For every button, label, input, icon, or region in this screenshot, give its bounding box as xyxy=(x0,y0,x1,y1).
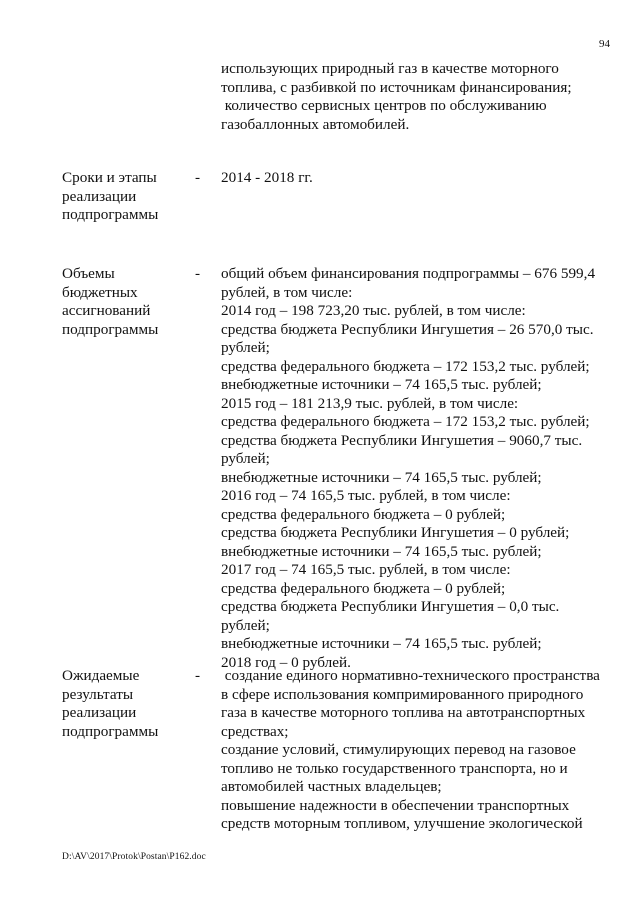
label-line: подпрограммы xyxy=(62,722,159,740)
value-line: средства федерального бюджета – 0 рублей; xyxy=(221,505,506,523)
value-line: повышение надежности в обеспечении транспортных xyxy=(221,796,570,814)
value-line: средствах; xyxy=(221,722,289,740)
value-line: средств моторным топливом, улучшение экологической xyxy=(221,815,583,832)
label-line: реализации xyxy=(62,187,137,205)
value-line: рублей, в том числе: xyxy=(221,283,353,301)
row-label xyxy=(62,667,192,741)
value-line: создание условий, стимулирующих перевод на газовое xyxy=(221,741,576,758)
value-line: рублей; xyxy=(221,450,270,467)
label-line: Ожидаемые xyxy=(62,667,140,684)
value-line: средства федерального бюджета – 172 153,2 тыс. рублей; xyxy=(221,357,590,375)
row-dash: - xyxy=(195,169,201,186)
label-line: результаты xyxy=(62,685,134,703)
value-line: 2015 год – 181 213,9 тыс. рублей, в том числе: xyxy=(221,394,519,412)
footer-file-path: D:\AV\2017\Protok\Postan\P162.doc xyxy=(62,852,206,862)
value-line: использующих природный газ в качестве моторного xyxy=(221,60,559,77)
value-line: автомобилей частных владельцев; xyxy=(221,778,442,795)
value-line: 2014 - 2018 гг. xyxy=(221,169,313,186)
value-line: рублей; xyxy=(221,616,270,634)
value-line: в сфере использования компримированного природного xyxy=(221,685,584,703)
row-dash: - xyxy=(195,265,201,282)
value-line: внебюджетные источники – 74 165,5 тыс. рублей; xyxy=(221,635,542,652)
value-line: средства федерального бюджета – 172 153,2 тыс. рублей; xyxy=(221,413,590,430)
value-line: топлива, с разбивкой по источникам финансирования; xyxy=(221,78,572,96)
value-line: средства бюджета Республики Ингушетия – 9060,7 тыс. xyxy=(221,431,583,449)
page-number: 94 xyxy=(599,38,610,50)
value-line: 2017 год – 74 165,5 тыс. рублей, в том числе: xyxy=(221,561,511,578)
value-line: внебюджетные источники – 74 165,5 тыс. рублей; xyxy=(221,376,542,393)
value-line: создание единого нормативно-технического пространства xyxy=(221,667,600,684)
label-line: Сроки и этапы xyxy=(62,169,157,186)
value-line: топливо не только государственного транспорта, но и xyxy=(221,759,568,777)
row-value xyxy=(221,60,621,134)
value-line: 2014 год – 198 723,20 тыс. рублей, в том числе: xyxy=(221,302,526,319)
value-line: общий объем финансирования подпрограммы – 676 599,4 xyxy=(221,265,596,282)
value-line: внебюджетные источники – 74 165,5 тыс. рублей; xyxy=(221,542,542,560)
value-line: средства федерального бюджета – 0 рублей; xyxy=(221,579,506,597)
row-value xyxy=(221,169,621,188)
value-line: 2018 год – 0 рублей. xyxy=(221,653,351,671)
label-line: подпрограммы xyxy=(62,320,159,338)
label-line: ассигнований xyxy=(62,302,151,319)
row-value xyxy=(221,265,621,672)
value-line: внебюджетные источники – 74 165,5 тыс. рублей; xyxy=(221,468,542,486)
value-line: средства бюджета Республики Ингушетия – 26 570,0 тыс. xyxy=(221,320,594,338)
value-line: количество сервисных центров по обслуживанию xyxy=(221,97,547,114)
label-line: Объемы xyxy=(62,265,115,282)
row-label xyxy=(62,265,192,339)
value-line: газа в качестве моторного топлива на автотранспортных xyxy=(221,704,586,721)
row-value xyxy=(221,667,621,834)
label-line: подпрограммы xyxy=(62,206,159,223)
value-line: 2016 год – 74 165,5 тыс. рублей, в том числе: xyxy=(221,487,511,504)
value-line: средства бюджета Республики Ингушетия – 0,0 тыс. xyxy=(221,598,560,615)
label-line: реализации xyxy=(62,704,137,721)
row-dash: - xyxy=(195,667,201,684)
value-line: рублей; xyxy=(221,339,270,356)
label-line: бюджетных xyxy=(62,283,138,301)
value-line: газобаллонных автомобилей. xyxy=(221,115,410,133)
row-label xyxy=(62,169,192,225)
value-line: средства бюджета Республики Ингушетия – 0 рублей; xyxy=(221,524,570,541)
